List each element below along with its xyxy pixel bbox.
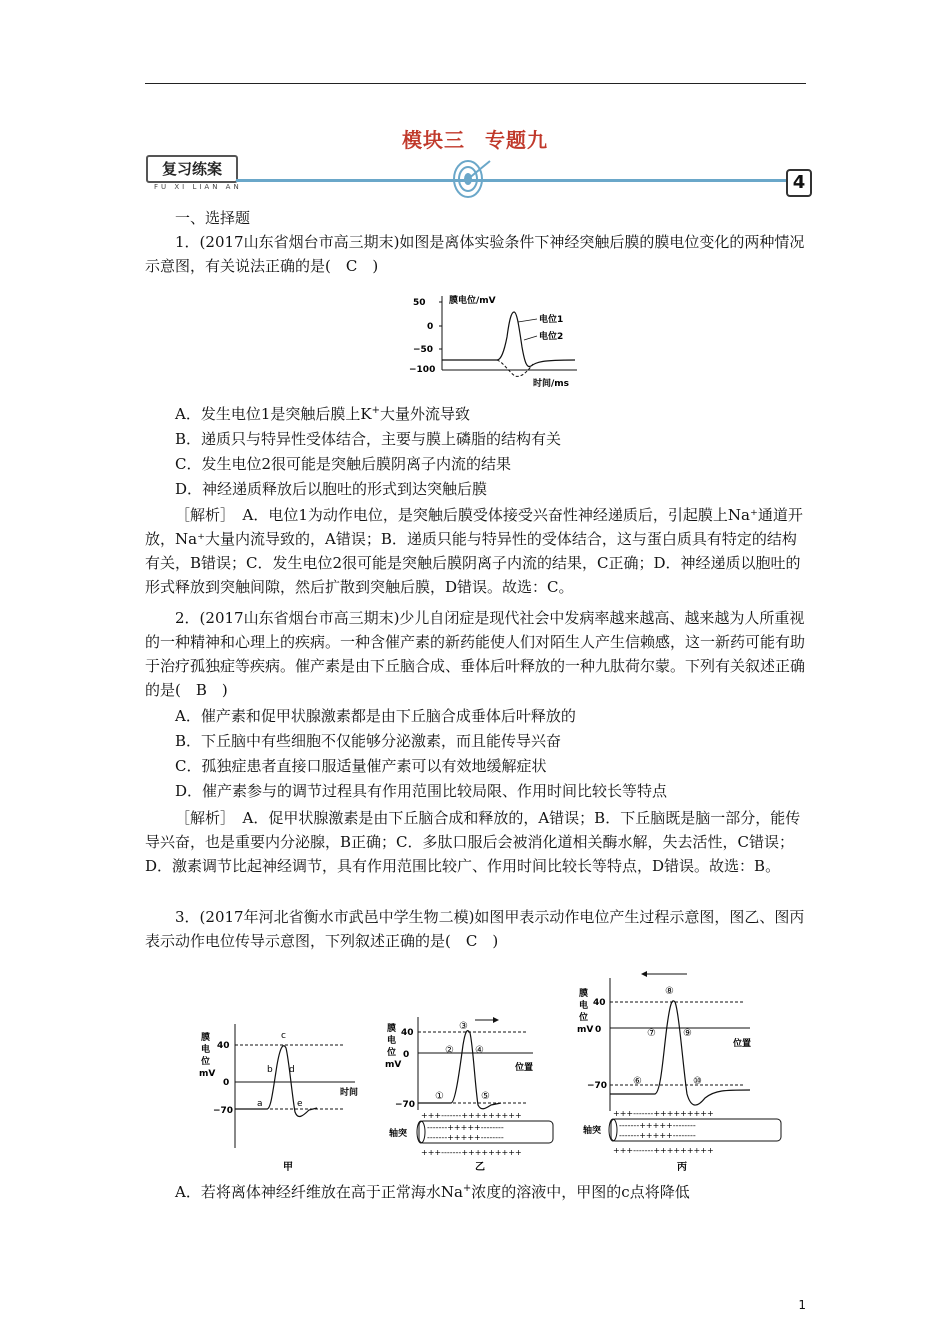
q1-legend-2: 电位2 [539,332,564,342]
jia-point: e [297,1099,303,1109]
target-icon [446,155,496,201]
svg-text:40: 40 [593,998,606,1008]
q3-figure-jia [195,1020,375,1175]
q3-figure-yi [383,1015,563,1175]
svg-text:电: 电 [579,1001,589,1011]
q1-tick: 0 [427,322,434,332]
bing-curve [610,1001,750,1105]
q1-xlabel: 时间/ms [533,379,570,389]
q3-stem: 3．(2017年河北省衡水市武邑中学生物二模)如图甲表示动作电位产生过程示意图，图乙、图丙表示动作电位传导示意图，下列叙述正确的是( C ) [145,908,805,950]
section-heading: 一、选择题 [175,209,251,227]
q1-tick: −50 [413,345,434,355]
q1-figure [405,292,590,392]
jia-xlabel: 时间 [340,1088,359,1098]
q2-option-a: A．催产素和促甲状腺激素都是由下丘脑合成垂体后叶释放的 [175,707,576,725]
q2-analysis: ［解析］ A．促甲状腺激素是由下丘脑合成和释放的，A错误；B．下丘脑既是脑一部分，能传导兴奋，也是重要内分泌腺，B正确；C．多肽口服后会被消化道相关酶水解，失去活性，C错误；D．激素调节比起神经调节，具有作用范围比较广、作用时间比较长等特点，D错误。故选：B。 [145,809,801,875]
svg-text:−70: −70 [213,1106,234,1116]
svg-text:-------+++++--------: -------+++++-------- [619,1131,696,1140]
jia-point: c [281,1031,286,1041]
bing-axon-label: 轴突 [583,1126,602,1136]
q1-ylabel: 膜电位/mV [449,296,496,306]
q1-option-a: A．发生电位1是突触后膜上K+大量外流导致 [175,405,470,423]
bing-point: ⑩ [693,1076,702,1087]
page-number: 1 [798,1298,806,1312]
svg-text:+++-------+++++++++: +++-------+++++++++ [613,1109,714,1118]
q2-stem: 2．(2017山东省烟台市高三期末)少儿自闭症是现代社会中发病率越来越高、越来越为人所重视的一种精神和心理上的疾病。一种含催产素的新药能使人们对陌生人产生信赖感，这一新药可能有助于治疗孤独症等疾病。催产素是由下丘脑合成、垂体后叶释放的一种九肽荷尔蒙。下列有关叙述正确的是( B ) [145,609,806,699]
jia-point: a [257,1099,263,1109]
q1-tick: 50 [413,298,426,308]
svg-text:电: 电 [201,1045,211,1055]
svg-text:电: 电 [387,1036,397,1046]
q1-analysis: ［解析］ A．电位1为动作电位，是突触后膜受体接受兴奋性神经递质后，引起膜上Na⁺通道开放，Na⁺大量内流导致的，A错误；B．递质只能与特异性的受体结合，这与蛋白质具有特定的结构有关，B错误；C．发生电位2很可能是突触后膜阴离子内流的结果，C正确；D．神经递质以胞吐的形式释放到突触间隙，然后扩散到突触后膜，D错误。故选：C。 [145,506,803,596]
yi-point: ④ [475,1045,484,1056]
yi-xlabel: 位置 [515,1063,534,1073]
section-banner [146,155,810,201]
q3-option-a: A．若将离体神经纤维放在高于正常海水Na+浓度的溶液中，甲图的c点将降低 [175,1183,690,1201]
top-rule [145,83,806,84]
banner-number: 4 [786,169,812,197]
svg-text:膜: 膜 [387,1024,397,1034]
svg-text:-------+++++--------: -------+++++-------- [427,1123,504,1132]
jia-point: d [289,1065,295,1075]
svg-text:膜: 膜 [579,989,589,999]
jia-caption: 甲 [283,1162,293,1173]
svg-text:40: 40 [217,1041,230,1051]
bing-point: ⑦ [647,1028,656,1039]
jia-curve [235,1046,317,1117]
svg-text:+++-------+++++++++: +++-------+++++++++ [421,1111,522,1120]
q2-option-c: C．孤独症患者直接口服适量催产素可以有效地缓解症状 [175,757,547,775]
bing-point: ⑨ [683,1028,692,1039]
yi-point: ① [435,1091,444,1102]
svg-text:+++-------+++++++++: +++-------+++++++++ [421,1148,522,1157]
yi-point: ③ [459,1021,468,1032]
bing-point: ⑥ [633,1076,642,1087]
svg-text:mV: mV [199,1069,216,1079]
q1-option-b: B．递质只与特异性受体结合，主要与膜上磷脂的结构有关 [175,430,562,448]
title-topic: 专题九 [485,128,548,152]
svg-text:位: 位 [201,1057,211,1067]
banner-label: 复习练案 [146,155,238,183]
svg-text:-------+++++--------: -------+++++-------- [427,1133,504,1142]
svg-text:0: 0 [223,1078,230,1088]
svg-text:膜: 膜 [201,1033,211,1043]
bing-xlabel: 位置 [733,1039,752,1049]
q1-legend-1: 电位1 [539,315,564,325]
svg-text:-------+++++--------: -------+++++-------- [619,1121,696,1130]
yi-point: ⑤ [481,1091,490,1102]
title-module: 模块三 [402,128,465,152]
bing-caption: 丙 [677,1162,687,1173]
q2-option-b: B．下丘脑中有些细胞不仅能够分泌激素，而且能传导兴奋 [175,732,562,750]
svg-text:0: 0 [595,1025,602,1035]
yi-axon-label: 轴突 [389,1129,408,1139]
jia-point: b [267,1065,273,1075]
banner-pinyin: FU XI LIAN AN [154,183,242,191]
svg-text:+++-------+++++++++: +++-------+++++++++ [613,1146,714,1155]
q1-stem: 1．(2017山东省烟台市高三期末)如图是离体实验条件下神经突触后膜的膜电位变化的两种情况示意图，有关说法正确的是( C ) [145,233,805,275]
svg-text:0: 0 [403,1050,410,1060]
q1-curve-2 [497,360,533,376]
svg-text:mV: mV [577,1025,594,1035]
q1-option-c: C．发生电位2很可能是突触后膜阴离子内流的结果 [175,455,512,473]
svg-text:位: 位 [387,1048,397,1058]
q2-option-d: D．催产素参与的调节过程具有作用范围比较局限、作用时间比较长等特点 [175,782,668,800]
q1-option-d: D．神经递质释放后以胞吐的形式到达突触后膜 [175,480,488,498]
svg-text:位: 位 [579,1013,589,1023]
bing-point: ⑧ [665,986,674,997]
svg-text:mV: mV [385,1060,402,1070]
q3-figure-bing [575,966,785,1176]
svg-text:−70: −70 [395,1100,416,1110]
banner-line [236,179,786,182]
svg-text:−70: −70 [587,1081,608,1091]
q1-tick: −100 [409,365,436,375]
yi-caption: 乙 [475,1162,485,1173]
yi-point: ② [445,1045,454,1056]
svg-text:40: 40 [401,1028,414,1038]
page-title [0,124,950,153]
